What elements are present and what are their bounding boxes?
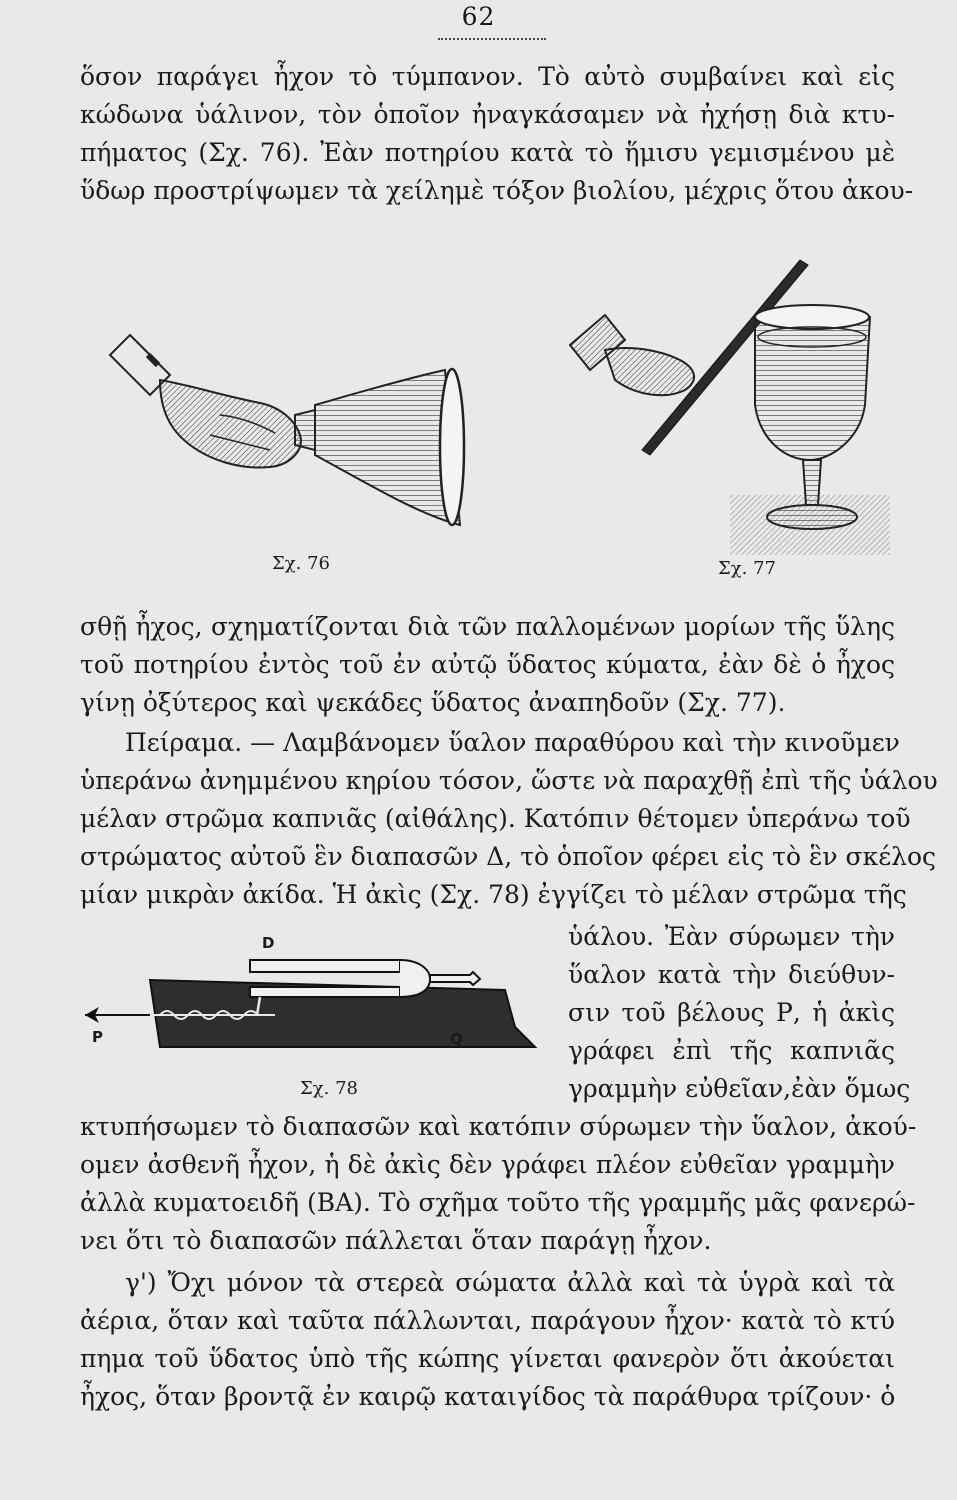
text-line: γ') Ὄχι μόνον τὰ στερεὰ σώματα ἀλλὰ καὶ τὰ ὑγρὰ καὶ τὰ (125, 1268, 895, 1297)
text-line: τοῦ ποτηρίου ἐντὸς τοῦ ἐν αὐτῷ ὕδατος κύματα, ἐὰν δὲ ὁ ἦχος (80, 650, 895, 679)
text-line: νει ὅτι τὸ διαπασῶν πάλλεται ὅταν παράγῃ ἦχον. (80, 1226, 712, 1255)
page-number-rule (438, 38, 546, 40)
text-line: ἀέρια, ὅταν καὶ ταῦτα πάλλωνται, παράγουν ἦχον· κατὰ τὸ κτύ (80, 1306, 895, 1335)
figure-78-caption: Σχ. 78 (300, 1078, 358, 1099)
text-line: ὕδωρ προστρίψωμεν τὰ χείλημὲ τόξον βιολίου, μέχρις ὅτου ἀκου- (80, 176, 914, 205)
figure-76-caption: Σχ. 76 (272, 553, 330, 574)
text-line: ὅσον παράγει ἦχον τὸ τύμπανον. Τὸ αὐτὸ συμβαίνει καὶ εἰς (80, 62, 895, 91)
text-line: ὑπεράνω ἀνημμένου κηρίου τόσον, ὥστε νὰ παραχθῇ ἐπὶ τῆς ὑάλου (80, 766, 938, 795)
figure-77-caption: Σχ. 77 (718, 558, 776, 579)
text-line: κτυπήσωμεν τὸ διαπασῶν καὶ κατόπιν σύρωμεν τὴν ὕαλον, ἀκού- (80, 1112, 917, 1141)
text-line: μέλαν στρῶμα καπνιᾶς (αἰθάλης). Κατόπιν θέτομεν ὑπεράνω τοῦ (80, 804, 911, 833)
text-line: ὑάλου. Ἐὰν σύρωμεν τὴν (568, 922, 895, 951)
figure-78-tuning-fork (85, 935, 560, 1055)
text-line: ἀλλὰ κυματοειδῆ (ΒΑ). Τὸ σχῆμα τοῦτο τῆς γραμμῆς μᾶς φανερώ- (80, 1188, 916, 1217)
figure-77-glass-bow (560, 255, 890, 560)
text-line: πήματος (Σχ. 76). Ἐὰν ποτηρίου κατὰ τὸ ἥμισυ γεμισμένου μὲ (80, 138, 895, 167)
figure-78-label-p: P (92, 1028, 103, 1046)
figure-76-bell (100, 325, 480, 555)
page-number: 62 (461, 2, 496, 31)
figure-78-label-d: D (262, 934, 275, 952)
text-line: κώδωνα ὑάλινον, τὸν ὁποῖον ἠναγκάσαμεν νὰ ἠχήσῃ διὰ κτυ- (80, 100, 895, 129)
text-line: στρώματος αὐτοῦ ἓν διαπασῶν Δ, τὸ ὁποῖον φέρει εἰς τὸ ἓν σκέλος (80, 842, 937, 871)
text-line: γράφει ἐπὶ τῆς καπνιᾶς (568, 1036, 895, 1065)
text-line: γίνῃ ὀξύτερος καὶ ψεκάδες ὕδατος ἀναπηδοῦν (Σχ. 77). (80, 688, 786, 717)
text-line: Πείραμα. — Λαμβάνομεν ὕαλον παραθύρου καὶ τὴν κινοῦμεν (125, 728, 900, 757)
text-line: ὕαλον κατὰ τὴν διεύθυν- (568, 960, 895, 989)
text-line: γραμμὴν εὐθεῖαν,ἐὰν ὅμως (568, 1074, 911, 1103)
text-line: σθῇ ἦχος, σχηματίζονται διὰ τῶν παλλομένων μορίων τῆς ὕλης (80, 612, 895, 641)
text-line: ἦχος, ὅταν βροντᾷ ἐν καιρῷ καταιγίδος τὰ παράθυρα τρίζουν· ὁ (80, 1382, 896, 1411)
text-line: μίαν μικρὰν ἀκίδα. Ἡ ἀκὶς (Σχ. 78) ἐγγίζει τὸ μέλαν στρῶμα τῆς (80, 880, 907, 909)
figure-78-label-q: Q (450, 1030, 463, 1048)
text-line: πημα τοῦ ὕδατος ὑπὸ τῆς κώπης γίνεται φανερὸν ὅτι ἀκούεται (80, 1344, 895, 1373)
text-line: σιν τοῦ βέλους Ρ, ἡ ἀκὶς (568, 998, 895, 1027)
text-line: ομεν ἀσθενῆ ἦχον, ἡ δὲ ἀκὶς δὲν γράφει πλέον εὐθεῖαν γραμμὴν (80, 1150, 895, 1179)
